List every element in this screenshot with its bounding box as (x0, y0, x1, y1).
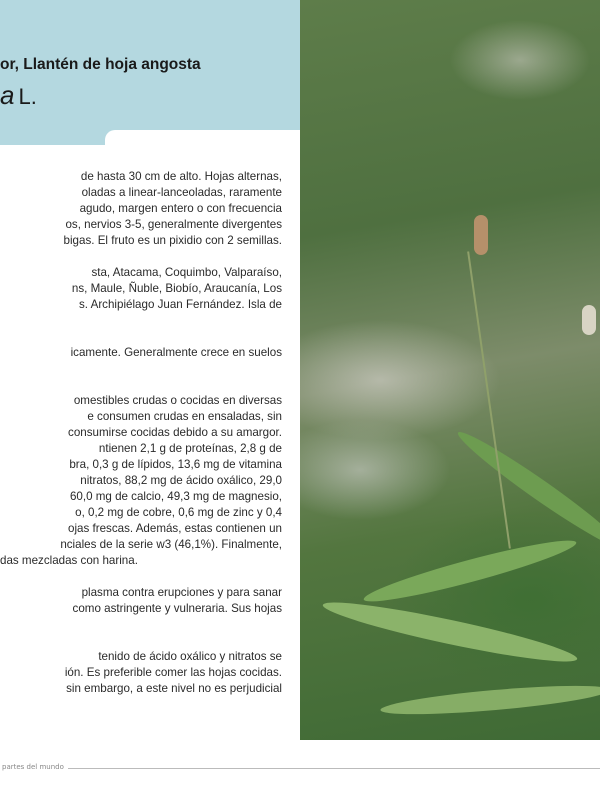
body-line: oladas a linear-lanceoladas, raramente (81, 186, 282, 199)
scientific-name-fragment: a (0, 80, 15, 110)
body-line: agudo, margen entero o con frecuencia (79, 202, 282, 215)
body-line: e consumen crudas en ensaladas, sin (87, 410, 282, 423)
body-line: s. Archipiélago Juan Fernández. Isla de (78, 298, 282, 311)
body-line: omestibles crudas o cocidas en diversas (73, 394, 282, 407)
common-names: or, Llantén de hoja angosta (0, 56, 201, 73)
author: L. (18, 84, 37, 109)
body-line: bigas. El fruto es un pixidio con 2 semillas. (63, 234, 282, 247)
body-line: 60,0 mg de calcio, 49,3 mg de magnesio, (69, 490, 282, 503)
leaf (361, 532, 579, 610)
body-line: tenido de ácido oxálico y nitratos se (98, 650, 282, 663)
banner-tab (105, 130, 300, 150)
flower-spike (474, 215, 488, 255)
body-line: sin embargo, a este nivel no es perjudicial (66, 682, 282, 695)
leaf (380, 680, 600, 720)
body-line: o, 0,2 mg de cobre, 0,6 mg de zinc y 0,4 (75, 506, 282, 519)
stem (467, 251, 511, 548)
leaf (452, 424, 600, 555)
scientific-name (0, 80, 37, 111)
body-line: icamente. Generalmente crece en suelos (70, 346, 282, 359)
body-line: como astringente y vulneraria. Sus hojas (72, 602, 282, 615)
body-line: ión. Es preferible comer las hojas cocidas. (64, 666, 282, 679)
body-line: das mezcladas con harina. (0, 554, 138, 567)
plant-photo (300, 0, 600, 740)
body-line: os, nervios 3-5, generalmente divergentes (65, 218, 282, 231)
body-line: ntienen 2,1 g de proteínas, 2,8 g de (98, 442, 282, 455)
body-line: bra, 0,3 g de lípidos, 13,6 mg de vitamina (69, 458, 282, 471)
footer-text: partes del mundo (2, 763, 64, 771)
footer-rule (68, 768, 600, 769)
leaf (320, 593, 579, 671)
body-line: de hasta 30 cm de alto. Hojas alternas, (80, 170, 282, 183)
body-line: consumirse cocidas debido a su amargor. (68, 426, 282, 439)
body-line: nitratos, 88,2 mg de ácido oxálico, 29,0 (80, 474, 282, 487)
body-line: sta, Atacama, Coquimbo, Valparaíso, (91, 266, 282, 279)
body-line: plasma contra erupciones y para sanar (81, 586, 282, 599)
body-line: ojas frescas. Además, estas contienen un (68, 522, 282, 535)
body-line: ns, Maule, Ñuble, Biobío, Araucanía, Los (71, 282, 282, 295)
flower-spike (582, 305, 596, 335)
body-line: nciales de la serie w3 (46,1%). Finalmente, (60, 538, 282, 551)
